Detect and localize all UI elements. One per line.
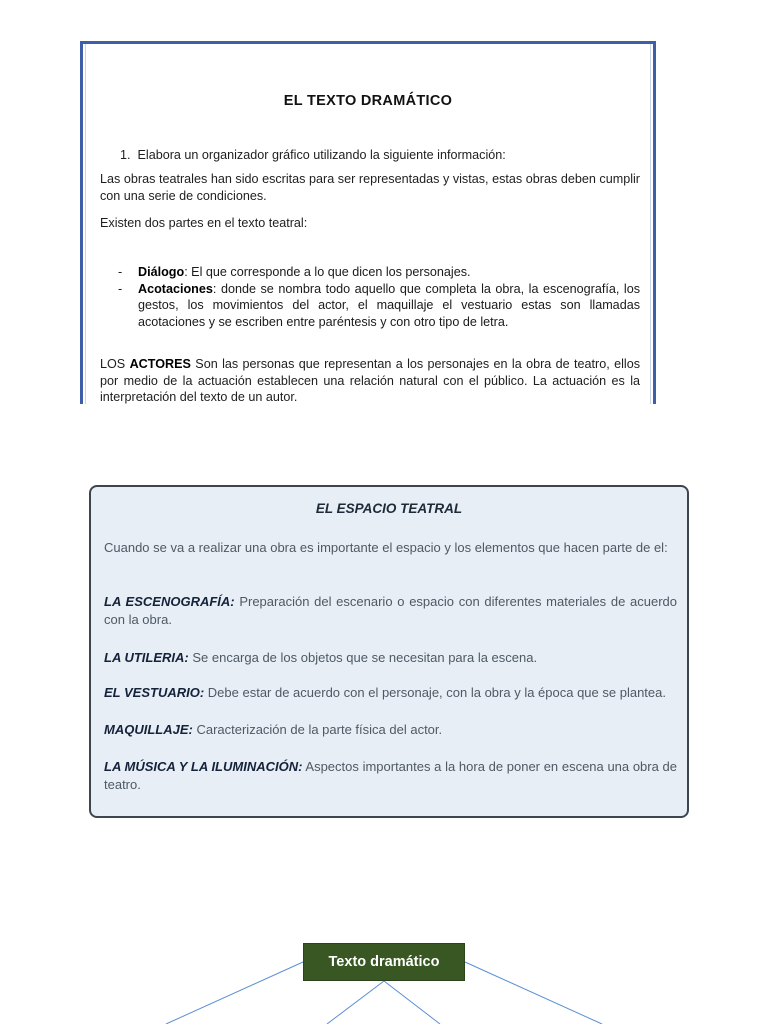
- item-term: LA ESCENOGRAFÍA:: [104, 594, 235, 609]
- diagram-root-node: Texto dramático: [303, 943, 465, 981]
- list-term: Diálogo: [138, 265, 185, 279]
- box-intro: Cuando se va a realizar una obra es importante el espacio y los elementos que hacen parte de el:: [104, 540, 668, 555]
- list-dash: -: [118, 265, 123, 279]
- item-text: Se encarga de los objetos que se necesitan para la escena.: [188, 650, 538, 665]
- document-title: EL TEXTO DRAMÁTICO: [283, 93, 453, 109]
- item-text: Caracterización de la parte física del actor.: [192, 722, 443, 737]
- connector-line: [465, 962, 602, 1024]
- item-number: 1.: [120, 148, 131, 162]
- box-title: EL ESPACIO TEATRAL: [315, 501, 463, 516]
- para-term: ACTORES: [129, 357, 191, 371]
- item-term: MAQUILLAJE:: [104, 722, 193, 737]
- item-text: Preparación del escenario o espacio con diferentes materiales de acuerdo con la obra.: [104, 594, 677, 627]
- item-text: Aspectos importantes a la hora de poner en escena una obra de teatro.: [104, 759, 677, 792]
- list-text: : donde se nombra todo aquello que completa la obra, la escenografía, los gestos, los movimientos del actor, el maquillaje el vestuario estas son llamadas acotaciones y se escriben entre paréntesis y con otro tipo de letra.: [138, 281, 640, 329]
- list-text: : El que corresponde a lo que dicen los personajes.: [184, 265, 471, 279]
- item-text: Debe estar de acuerdo con el personaje, con la obra y la época que se plantea.: [204, 685, 666, 700]
- item-term: LA UTILERIA:: [104, 650, 189, 665]
- item-text: Elabora un organizador gráfico utilizando la siguiente información:: [137, 148, 506, 162]
- item-term: EL VESTUARIO:: [104, 685, 205, 700]
- connector-line: [384, 981, 440, 1024]
- item-term: LA MÚSICA Y LA ILUMINACIÓN:: [104, 759, 303, 774]
- list-term: Acotaciones: [138, 281, 213, 296]
- paragraph-dos-partes: Existen dos partes en el texto teatral:: [100, 216, 308, 230]
- connector-line: [166, 962, 303, 1024]
- list-dash: -: [118, 281, 123, 296]
- connector-line: [327, 981, 384, 1024]
- para-text: Son las personas que representan a los personajes en la obra de teatro, ellos por medio de la actuación establecen una relación natural con el público. La actuación es la interpretación del texto de un autor.: [100, 357, 640, 404]
- paragraph-obras-teatrales: Las obras teatrales han sido escritas para ser representadas y vistas, estas obras deben cumplir con una serie de condiciones.: [100, 172, 640, 203]
- para-prefix: LOS: [100, 357, 130, 371]
